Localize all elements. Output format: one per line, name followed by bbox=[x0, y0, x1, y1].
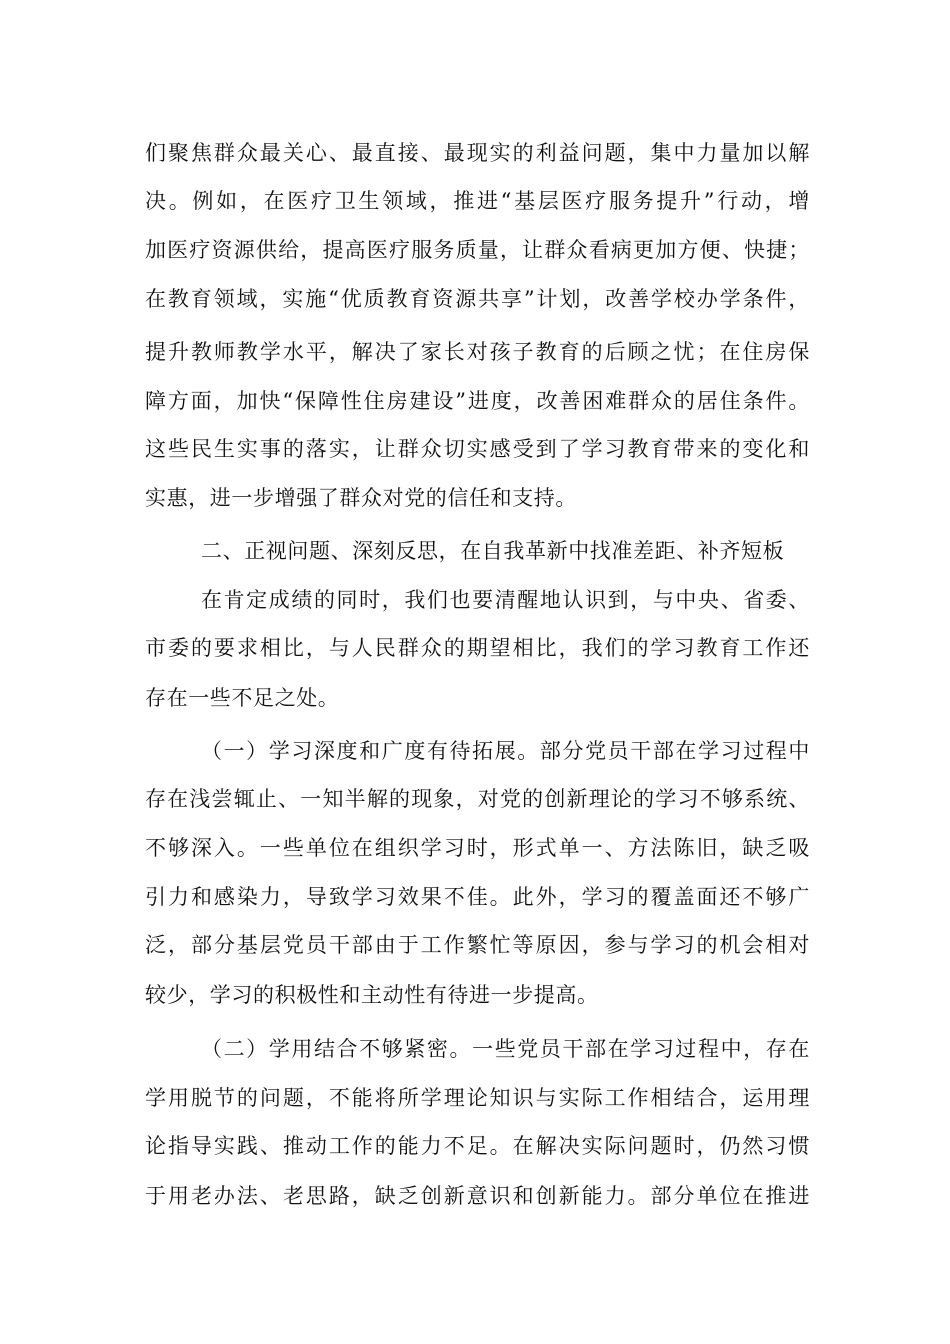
body-text-line: 决。例如，在医疗卫生领域，推进“基层医疗服务提升”行动，增 bbox=[145, 189, 810, 213]
body-text-line: 提升教师教学水平，解决了家长对孩子教育的后顾之忧；在住房保 bbox=[145, 340, 810, 364]
body-text-line: 们聚焦群众最关心、最直接、最现实的利益问题，集中力量加以解 bbox=[145, 141, 810, 165]
body-text-line: 存在一些不足之处。 bbox=[145, 686, 340, 710]
body-text-line: 较少，学习的积极性和主动性有待进一步提高。 bbox=[145, 983, 599, 1007]
body-text-line: 市委的要求相比，与人民群众的期望相比，我们的学习教育工作还 bbox=[145, 636, 810, 660]
body-text-line: 论指导实践、推动工作的能力不足。在解决实际问题时，仍然习惯 bbox=[145, 1134, 810, 1158]
paragraph-first-line: （一）学习深度和广度有待拓展。部分党员干部在学习过程中 bbox=[201, 739, 810, 763]
section-heading: 二、正视问题、深刻反思，在自我革新中找准差距、补齐短板 bbox=[201, 539, 785, 563]
body-text-line: 在教育领域，实施“优质教育资源共享”计划，改善学校办学条件， bbox=[145, 287, 810, 311]
body-text-line: 实惠，进一步增强了群众对党的信任和支持。 bbox=[145, 486, 577, 510]
body-text-line: 障方面，加快“保障性住房建设”进度，改善困难群众的居住条件。 bbox=[145, 389, 810, 413]
paragraph-first-line: （二）学用结合不够紧密。一些党员干部在学习过程中，存在 bbox=[201, 1037, 810, 1061]
paragraph-first-line: 在肯定成绩的同时，我们也要清醒地认识到，与中央、省委、 bbox=[201, 588, 810, 612]
body-text-line: 学用脱节的问题，不能将所学理论知识与实际工作相结合，运用理 bbox=[145, 1086, 810, 1110]
body-text-line: 存在浅尝辄止、一知半解的现象，对党的创新理论的学习不够系统、 bbox=[145, 787, 810, 811]
body-text-line: 加医疗资源供给，提高医疗服务质量，让群众看病更加方便、快捷； bbox=[145, 238, 810, 262]
body-text-line: 这些民生实事的落实，让群众切实感受到了学习教育带来的变化和 bbox=[145, 437, 810, 461]
body-text-line: 于用老办法、老思路，缺乏创新意识和创新能力。部分单位在推进 bbox=[145, 1184, 810, 1208]
body-text-line: 不够深入。一些单位在组织学习时，形式单一、方法陈旧，缺乏吸 bbox=[145, 836, 810, 860]
body-text-line: 引力和感染力，导致学习效果不佳。此外，学习的覆盖面还不够广 bbox=[145, 885, 810, 909]
body-text-line: 泛，部分基层党员干部由于工作繁忙等原因，参与学习的机会相对 bbox=[145, 933, 810, 957]
